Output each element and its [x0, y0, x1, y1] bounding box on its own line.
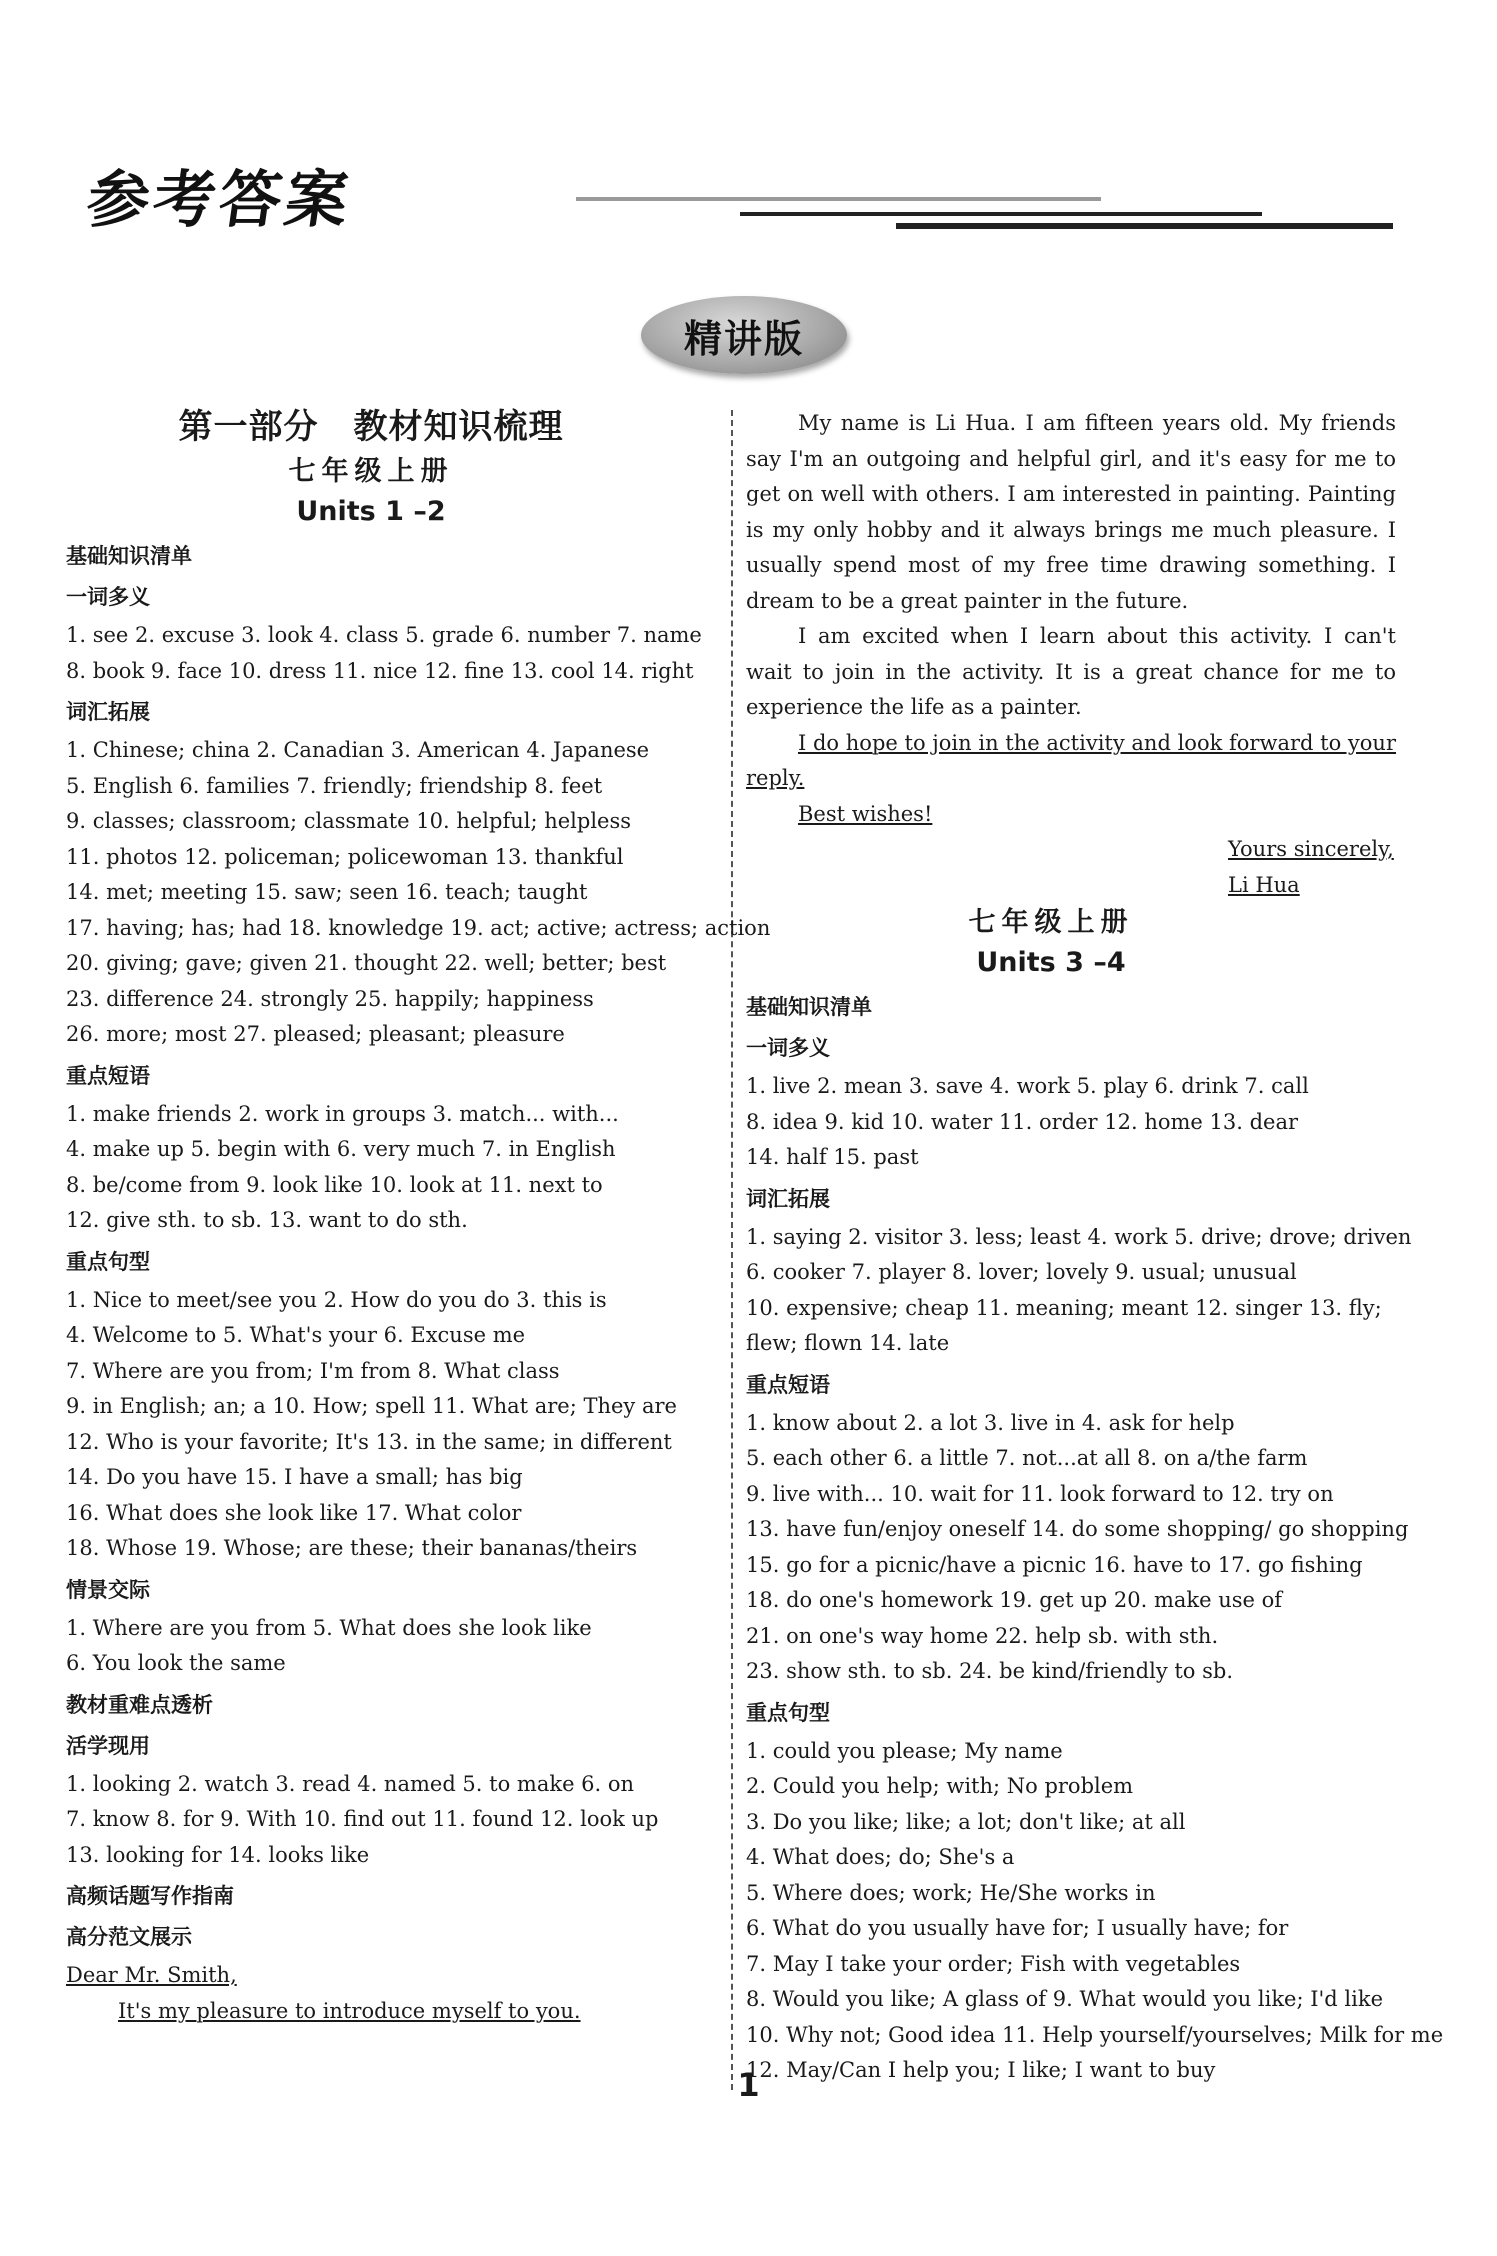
answer-line: 6. What do you usually have for; I usually have; for: [746, 1916, 1289, 1940]
answer-line: 14. met; meeting 15. saw; seen 16. teach; taught: [66, 880, 588, 904]
answer-line: 1. live 2. mean 3. save 4. work 5. play 6. drink 7. call: [746, 1074, 1309, 1098]
grade-heading: 七年级上册: [968, 907, 1134, 938]
answer-line: 8. be/come from 9. look like 10. look at 11. next to: [66, 1172, 603, 1197]
answer-line: 13. looking for 14. looks like: [66, 1842, 370, 1867]
answer-line: 4. Welcome to 5. What's your 6. Excuse me: [66, 1323, 526, 1347]
letter-paragraph: I am excited when I learn about this activity. I can't wait to join in the activity. It is a great chance for me to experience the life as a painter.: [746, 624, 1396, 719]
answer-line: 9. live with... 10. wait for 11. look forward to 12. try on: [746, 1481, 1334, 1506]
title-rule-thick: [896, 223, 1393, 229]
letter-closing: Best wishes!: [798, 801, 933, 826]
answer-line: 12. May/Can I help you; I like; I want to buy: [746, 2058, 1216, 2082]
answer-line: 14. half 15. past: [746, 1145, 919, 1169]
answer-line: 1. looking 2. watch 3. read 4. named 5. to make 6. on: [66, 1771, 635, 1796]
answer-line: 9. classes; classroom; classmate 10. helpful; helpless: [66, 809, 632, 833]
answer-line: 13. have fun/enjoy oneself 14. do some shopping/ go shopping: [746, 1517, 1409, 1541]
answer-line: 1. know about 2. a lot 3. live in 4. ask for help: [746, 1410, 1235, 1435]
answer-line: 18. Whose 19. Whose; are these; their bananas/theirs: [66, 1536, 638, 1560]
letter-paragraph: My name is Li Hua. I am fifteen years old. My friends say I'm an outgoing and helpful girl, and it's easy for me to get on well with others. I am interested in painting. Painting is my only hobby and it always brings me much pleasure. I usually spend most of my free time drawing something. I dream to be a great painter in the future.: [746, 411, 1396, 613]
section-heading: 重点短语: [66, 1063, 150, 1088]
answer-line: 2. Could you help; with; No problem: [746, 1774, 1134, 1798]
answer-line: 7. know 8. for 9. With 10. find out 11. found 12. look up: [66, 1807, 659, 1831]
answer-line: 1. Chinese; china 2. Canadian 3. American 4. Japanese: [66, 738, 650, 762]
answer-line: 6. cooker 7. player 8. lover; lovely 9. usual; unusual: [746, 1260, 1297, 1284]
section-heading: 情景交际: [66, 1577, 150, 1602]
answer-line: 5. English 6. families 7. friendly; friendship 8. feet: [66, 773, 603, 798]
section-heading: 词汇拓展: [66, 700, 150, 724]
letter-first-line: It's my pleasure to introduce myself to you.: [118, 1998, 581, 2023]
section-heading: 基础知识清单: [66, 544, 192, 568]
answer-line: 23. show sth. to sb. 24. be kind/friendly to sb.: [746, 1659, 1234, 1683]
answer-line: 8. idea 9. kid 10. water 11. order 12. home 13. dear: [746, 1109, 1299, 1134]
answer-line: 1. see 2. excuse 3. look 4. class 5. grade 6. number 7. name: [66, 623, 702, 647]
section-heading: 一词多义: [66, 585, 150, 609]
section-heading: 一词多义: [746, 1036, 830, 1060]
letter-salutation: Dear Mr. Smith,: [66, 1963, 237, 1987]
page-number: 1: [737, 2066, 760, 2104]
answer-line: 7. Where are you from; I'm from 8. What class: [66, 1358, 560, 1383]
letter-signoff: [746, 832, 1396, 868]
answer-line: 20. giving; gave; given 21. thought 22. well; better; best: [66, 951, 667, 975]
section-heading: 教材重难点透析: [66, 1692, 213, 1717]
answer-line: 26. more; most 27. pleased; pleasant; pleasure: [66, 1022, 565, 1046]
units-heading: Units 3 –4: [976, 947, 1126, 978]
letter-signature: [746, 868, 1396, 904]
section-heading: 高频话题写作指南: [66, 1884, 234, 1908]
answer-line: 1. Where are you from 5. What does she look like: [66, 1615, 592, 1640]
answer-line: 1. could you please; My name: [746, 1738, 1063, 1763]
answer-line: 1. Nice to meet/see you 2. How do you do 3. this is: [66, 1287, 607, 1312]
answer-line: 9. in English; an; a 10. How; spell 11. What are; They are: [66, 1394, 677, 1418]
answer-line: flew; flown 14. late: [746, 1331, 950, 1355]
answer-line: 8. book 9. face 10. dress 11. nice 12. fine 13. cool 14. right: [66, 658, 694, 683]
answer-line: 18. do one's homework 19. get up 20. make use of: [746, 1588, 1283, 1612]
answer-line: 11. photos 12. policeman; policewoman 13. thankful: [66, 844, 624, 869]
answer-line: 16. What does she look like 17. What color: [66, 1500, 522, 1525]
left-column: [66, 404, 771, 2029]
answer-line: 8. Would you like; A glass of 9. What would you like; I'd like: [746, 1987, 1384, 2011]
answer-line: 12. Who is your favorite; It's 13. in the same; in different: [66, 1429, 672, 1454]
letter-signature-text: Li Hua: [1228, 872, 1300, 897]
answer-line: 21. on one's way home 22. help sb. with sth.: [746, 1623, 1219, 1648]
answer-line: 6. You look the same: [66, 1651, 286, 1675]
answer-line: 4. What does; do; She's a: [746, 1845, 1015, 1869]
right-column: [746, 406, 1444, 2089]
answer-line: 1. saying 2. visitor 3. less; least 4. work 5. drive; drove; driven: [746, 1224, 1412, 1249]
title-rule-thin: [576, 197, 1101, 201]
part-title: 第一部分 教材知识梳理: [178, 407, 564, 447]
answer-line: 7. May I take your order; Fish with vegetables: [746, 1951, 1241, 1976]
section-heading: 词汇拓展: [746, 1186, 830, 1211]
answer-line: 1. make friends 2. work in groups 3. match... with...: [66, 1101, 619, 1126]
answer-line: 14. Do you have 15. I have a small; has big: [66, 1465, 523, 1489]
letter-paragraph: I do hope to join in the activity and look forward to your reply.: [746, 730, 1396, 790]
section-heading: 重点短语: [746, 1372, 830, 1397]
column-divider: [731, 410, 733, 2090]
letter-signoff-text: Yours sincerely,: [1228, 837, 1394, 861]
answer-line: 10. Why not; Good idea 11. Help yourself/yourselves; Milk for me: [746, 2022, 1444, 2047]
section-heading: 重点句型: [746, 1700, 830, 1725]
answer-line: 23. difference 24. strongly 25. happily; happiness: [66, 986, 594, 1011]
answer-line: 3. Do you like; like; a lot; don't like; at all: [746, 1809, 1186, 1834]
title-rule-mid: [740, 212, 1262, 216]
edition-badge: [641, 296, 847, 374]
section-heading: 活学现用: [66, 1733, 150, 1758]
answer-line: 5. Where does; work; He/She works in: [746, 1880, 1156, 1905]
answer-line: 4. make up 5. begin with 6. very much 7. in English: [66, 1137, 616, 1161]
section-heading: 高分范文展示: [66, 1925, 192, 1949]
answer-line: 15. go for a picnic/have a picnic 16. have to 17. go fishing: [746, 1552, 1363, 1577]
answer-line: 17. having; has; had 18. knowledge 19. act; active; actress; action: [66, 915, 771, 940]
answer-line: 5. each other 6. a little 7. not...at all 8. on a/the farm: [746, 1446, 1308, 1470]
answer-line: 10. expensive; cheap 11. meaning; meant 12. singer 13. fly;: [746, 1295, 1382, 1320]
section-heading: 基础知识清单: [746, 995, 872, 1019]
page-title: 参考答案: [82, 163, 357, 236]
answer-line: 12. give sth. to sb. 13. want to do sth.: [66, 1208, 468, 1232]
grade-heading: 七年级上册: [288, 456, 454, 487]
edition-badge-label: 精讲版: [683, 316, 804, 361]
units-heading: Units 1 –2: [296, 496, 446, 527]
section-heading: 重点句型: [66, 1249, 150, 1274]
